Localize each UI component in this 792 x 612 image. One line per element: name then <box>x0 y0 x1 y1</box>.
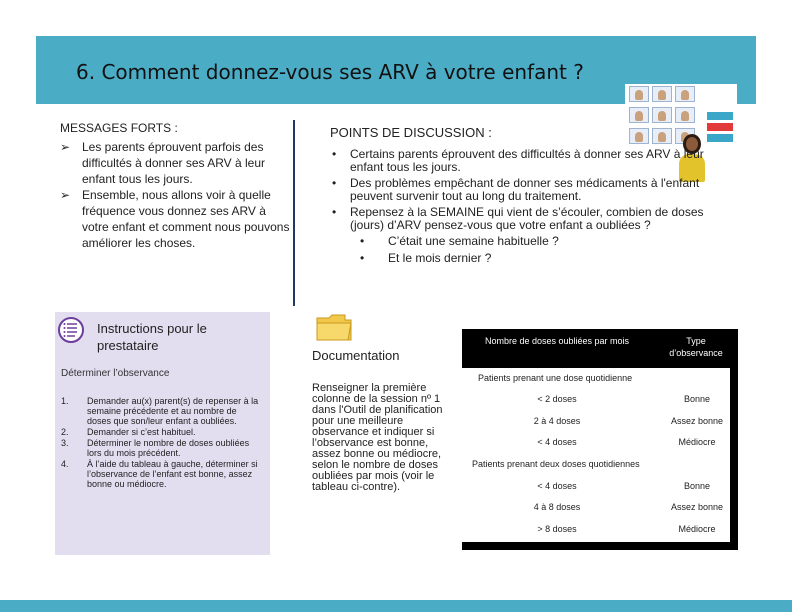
list-item: • Certains parents éprouvent des difficultés à donner ses ARV à leur enfant tous les jours. <box>332 146 704 174</box>
discussion-points <box>330 126 720 270</box>
provider-instructions <box>55 312 270 555</box>
table-cell: Assez bonne <box>670 502 724 512</box>
table-cell: 2 à 4 doses <box>533 416 581 426</box>
checklist-icon <box>58 316 84 344</box>
list-item: • Repensez à la SEMAINE qui vient de s’écouler, combien de doses (jours) d’ARV pensez-vous que votre enfant a oubliées ? <box>332 204 704 232</box>
observance-table <box>462 329 738 550</box>
sub-list-item: • C’était une semaine habituelle ? <box>360 233 559 248</box>
discussion-label: POINTS DE DISCUSSION : <box>330 125 492 140</box>
list-item: ➢ Les parents éprouvent parfois des difficultés à donner ses ARV à leur enfant tous les jours. <box>60 140 265 186</box>
list-item: 1. Demander au(x) parent(s) de repenser à la semaine précédente et au nombre de doses que son/leur enfant a oubliées. <box>61 396 259 426</box>
arrow-bullet-icon: ➢ <box>60 188 71 202</box>
list-item: 2. Demander si c’est habituel. <box>61 427 196 437</box>
instructions-subtitle: Déterminer l’observance <box>61 368 170 379</box>
list-item: • Des problèmes empêchant de donner ses médicaments à l'enfant peuvent survenir tout au long du traitement. <box>332 175 700 203</box>
table-header <box>462 329 738 368</box>
page-title: 6. Comment donnez-vous ses ARV à votre enfant ? <box>76 60 584 84</box>
table-cell: Médiocre <box>678 437 716 447</box>
vertical-divider <box>293 120 295 306</box>
table-cell: Bonne <box>683 481 711 491</box>
thumbnail <box>652 107 672 123</box>
instructions-title: Instructions pour le prestataire <box>97 321 207 353</box>
table-cell: > 8 doses <box>537 524 577 534</box>
section-label: Patients prenant deux doses quotidiennes <box>472 459 640 469</box>
table-cell: Assez bonne <box>670 416 724 426</box>
table-cell: Bonne <box>683 394 711 404</box>
section-label: Patients prenant une dose quotidienne <box>478 373 633 383</box>
arrow-bullet-icon: ➢ <box>60 140 71 154</box>
documentation-text: Renseigner la première colonne de la session nº 1 dans l'Outil de planification pour une meilleure observance et indiquer si l’observance est bonne, assez bonne ou médiocre, selon le nombre de doses oubliées par mois (voir le tableau ci-contre). <box>312 382 443 493</box>
table-cell: < 2 doses <box>537 394 577 404</box>
list-item: 4. À l’aide du tableau à gauche, déterminer si l’observance de l’enfant est bonne, assez bonne ou médiocre. <box>61 459 258 489</box>
thumbnail <box>675 86 695 102</box>
sub-list-item: • Et le mois dernier ? <box>360 251 492 265</box>
table-border <box>462 542 738 550</box>
table-cell: < 4 doses <box>537 437 577 447</box>
table-border <box>730 329 738 550</box>
strong-messages <box>60 120 290 251</box>
table-cell: < 4 doses <box>537 481 577 491</box>
list-item: ➢ Ensemble, nous allons voir à quelle fréquence vous donnez ses ARV à votre enfant et comment nous pouvons améliorer les choses. <box>60 188 290 250</box>
thumbnail <box>629 107 649 123</box>
table-cell: 4 à 8 doses <box>533 502 581 512</box>
thumbnail <box>652 86 672 102</box>
thumbnail <box>675 107 695 123</box>
table-cell: Médiocre <box>678 524 716 534</box>
header-doses: Nombre de doses oubliées par mois <box>484 336 630 346</box>
documentation-title: Documentation <box>312 348 400 363</box>
list-item: 3. Déterminer le nombre de doses oubliées lors du mois précédent. <box>61 438 250 458</box>
thumbnail <box>629 86 649 102</box>
header-type: Type d’observance <box>669 336 723 358</box>
strong-messages-label: MESSAGES FORTS : <box>60 121 178 135</box>
footer-bar <box>0 600 792 612</box>
folder-icon <box>315 312 353 342</box>
